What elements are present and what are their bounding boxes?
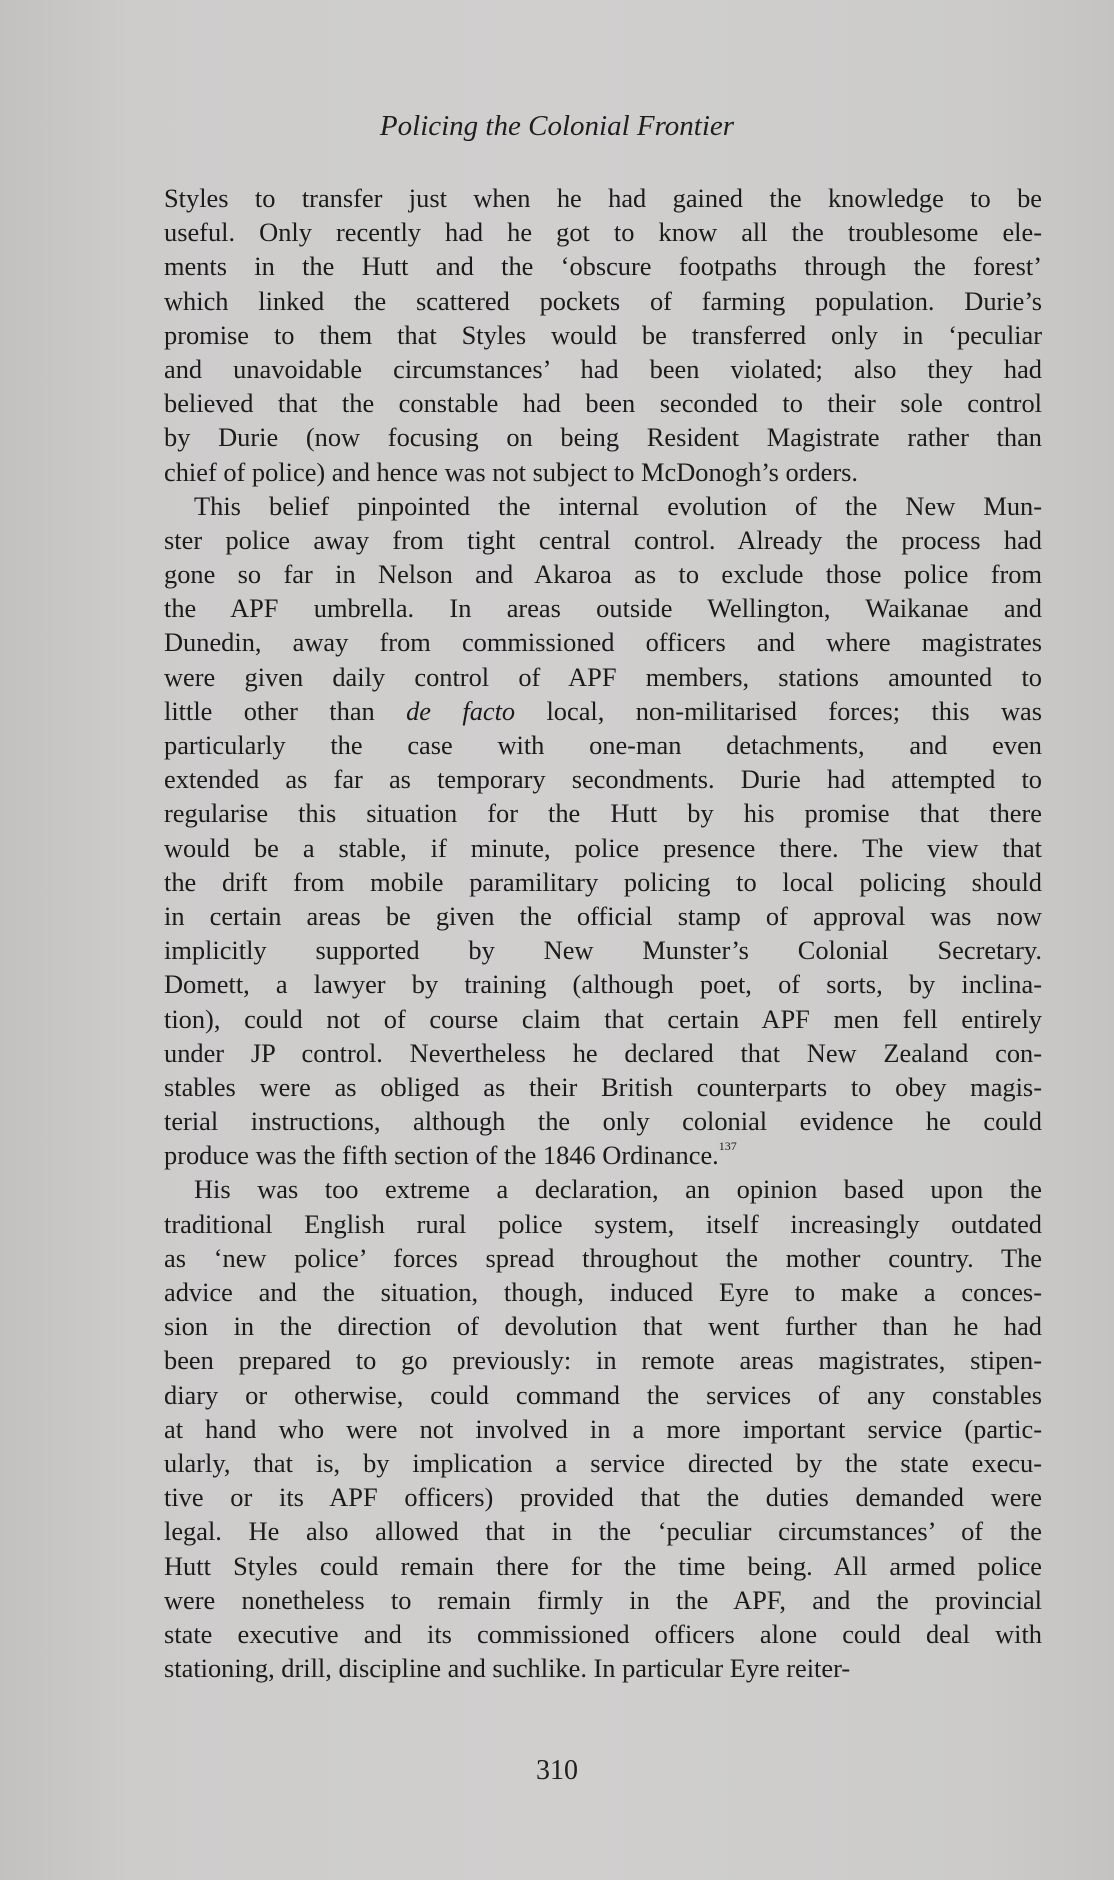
text-line: This belief pinpointed the internal evolution of the New Mun-	[194, 490, 1042, 521]
text-line: at hand who were not involved in a more important service (partic-	[164, 1413, 1042, 1444]
text-line: terial instructions, although the only colonial evidence he could	[164, 1106, 1042, 1137]
page-number: 310	[536, 1755, 578, 1786]
text-line: advice and the situation, though, induced Eyre to make a conces-	[164, 1277, 1042, 1307]
text-line: His was too extreme a declaration, an opinion based upon the	[194, 1174, 1042, 1205]
text-line: stationing, drill, discipline and suchlike. In particular Eyre reiter-	[164, 1653, 851, 1684]
text-line: Domett, a lawyer by training (although poet, of sorts, by inclina-	[164, 969, 1042, 1000]
text-line: ster police away from tight central control. Already the process had	[164, 524, 1042, 555]
footnote-ref: 137	[718, 1139, 737, 1154]
text-line: Styles to transfer just when he had gained the knowledge to be	[164, 183, 1042, 213]
text-line: the drift from mobile paramilitary policing to local policing should	[164, 866, 1042, 897]
text-line: as ‘new police’ forces spread throughout the mother country. The	[164, 1242, 1042, 1273]
text-line: by Durie (now focusing on being Resident Magistrate rather than	[164, 422, 1042, 453]
text-line: regularise this situation for the Hutt by his promise that there	[164, 798, 1042, 829]
text-line: believed that the constable had been seconded to their sole control	[164, 388, 1042, 419]
paragraph	[164, 1172, 1042, 1685]
text-line: Hutt Styles could remain there for the time being. All armed police	[164, 1550, 1042, 1581]
text-line: and unavoidable circumstances’ had been violated; also they had	[164, 353, 1042, 384]
text-line: traditional English rural police system, itself increasingly outdated	[164, 1208, 1042, 1239]
text-line: would be a stable, if minute, police presence there. The view that	[164, 832, 1042, 863]
text-line: under JP control. Nevertheless he declared that New Zealand con-	[164, 1037, 1042, 1068]
paragraph	[164, 181, 1042, 489]
text-line: state executive and its commissioned officers alone could deal with	[164, 1618, 1042, 1649]
text-line: gone so far in Nelson and Akaroa as to exclude those police from	[164, 559, 1042, 590]
text-line: sion in the direction of devolution that went further than he had	[164, 1311, 1042, 1342]
text-line: been prepared to go previously: in remote areas magistrates, stipen-	[164, 1345, 1042, 1376]
text-line: the APF umbrella. In areas outside Wellington, Waikanae and	[164, 593, 1042, 624]
text-line: tive or its APF officers) provided that the duties demanded were	[164, 1482, 1042, 1513]
text-line: useful. Only recently had he got to know all the troublesome ele-	[164, 217, 1042, 248]
text-line: were given daily control of APF members, stations amounted to	[164, 661, 1042, 692]
text-line: Dunedin, away from commissioned officers and where magistrates	[164, 627, 1042, 658]
text-line: produce was the fifth section of the 1846 Ordinance.$^{137}$	[164, 1139, 737, 1171]
text-line: tion), could not of course claim that certain APF men fell entirely	[164, 1003, 1042, 1034]
running-head: Policing the Colonial Frontier	[379, 110, 735, 142]
text-line: ments in the Hutt and the ‘obscure footpaths through the forest’	[164, 251, 1042, 282]
text-line: extended as far as temporary secondments. Durie had attempted to	[164, 764, 1042, 795]
text-line: little other than de facto local, non-militarised forces; this was	[164, 695, 1042, 726]
text-line: ularly, that is, by implication a service directed by the state execu-	[164, 1447, 1042, 1478]
text-line: were nonetheless to remain firmly in the APF, and the provincial	[164, 1584, 1042, 1615]
text-line: particularly the case with one-man detachments, and even	[164, 730, 1042, 760]
text-line: stables were as obliged as their British counterparts to obey magis-	[164, 1071, 1042, 1102]
text-line: chief of police) and hence was not subject to McDonogh’s orders.	[164, 456, 859, 487]
text-line: implicitly supported by New Munster’s Colonial Secretary.	[164, 935, 1042, 966]
text-line: which linked the scattered pockets of farming population. Durie’s	[164, 285, 1042, 316]
body-text	[164, 181, 1042, 1685]
text-line: diary or otherwise, could command the services of any constables	[164, 1379, 1042, 1410]
text-line: promise to them that Styles would be transferred only in ‘peculiar	[164, 319, 1042, 350]
text-line: legal. He also allowed that in the ‘peculiar circumstances’ of the	[164, 1516, 1042, 1547]
text-line: in certain areas be given the official stamp of approval was now	[164, 900, 1042, 931]
paragraph	[164, 489, 1042, 1173]
